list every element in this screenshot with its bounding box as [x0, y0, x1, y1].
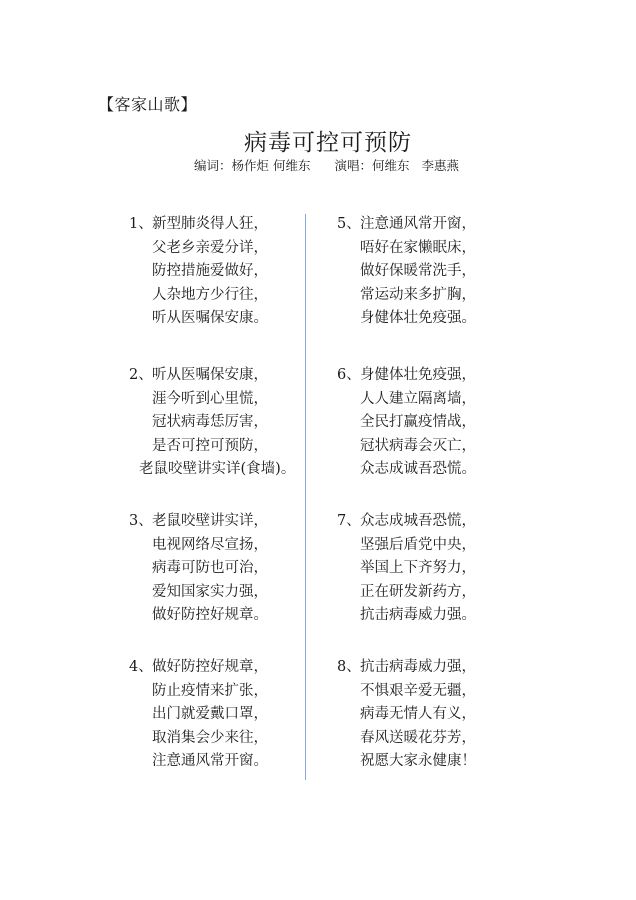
verse-line: 注意通风常开窗。: [152, 753, 268, 769]
verse-3: [129, 510, 268, 628]
lyricist-label: 编词：: [194, 158, 232, 173]
performer-2: 李惠燕: [421, 158, 460, 173]
verse-number: 1、: [129, 216, 153, 232]
verse-line: 人人建立隔离墙，: [360, 390, 476, 407]
verse-line: [337, 510, 476, 534]
category-label: 【客家山歌】: [98, 95, 198, 114]
verse-text: 众志成城吾恐慌，: [360, 513, 476, 529]
verse-line: 病毒无情人有义，: [360, 706, 476, 722]
verse-text: 做好防控好规章，: [152, 659, 268, 675]
verse-line: 防止疫情来扩张，: [152, 682, 268, 699]
performer-1: 何维东: [372, 158, 410, 173]
verse-line: [129, 656, 268, 680]
verse-line: 抗击病毒威力强。: [360, 607, 476, 623]
verse-number: 4、: [129, 659, 153, 675]
verse-line: [129, 510, 268, 534]
verse-line: 正在研发新药方，: [360, 583, 476, 600]
verse-line: [337, 364, 476, 388]
verse-number: 6、: [337, 367, 361, 383]
verse-number: 7、: [337, 513, 361, 529]
verse-line: 全民打赢疫情战，: [360, 414, 476, 430]
verse-line: 众志成诚吾恐慌。: [360, 461, 476, 477]
verse-text: 听从医嘱保安康，: [152, 367, 268, 383]
verse-line: 涯今听到心里慌，: [152, 390, 268, 407]
verse-line: [337, 656, 476, 680]
verse-text: 注意通风常开窗，: [360, 216, 476, 232]
verse-line: 做好保暖常洗手，: [360, 263, 476, 279]
lyricist-names: 杨作炬 何维东: [231, 158, 311, 173]
verse-number: 8、: [337, 659, 361, 675]
credits-line: [194, 156, 459, 174]
verse-line: 取消集会少来往，: [152, 729, 268, 746]
verse-line: 冠状病毒会灭亡，: [360, 437, 476, 454]
verse-line: 做好防控好规章。: [152, 607, 268, 623]
verse-line: 病毒可防也可治，: [152, 560, 268, 576]
verse-line: 身健体壮免疫强。: [360, 310, 476, 326]
verse-1: [129, 213, 268, 331]
verse-line: 人杂地方少行往，: [152, 286, 268, 303]
verse-line: 春风送暖花芬芳，: [360, 729, 476, 746]
column-divider: [305, 214, 306, 780]
verse-line: 不惧艰辛爱无疆，: [360, 682, 476, 699]
verse-line: 电视网络尽宣扬，: [152, 536, 268, 553]
verse-text: 身健体壮免疫强，: [360, 367, 476, 383]
verse-line: 爱知国家实力强，: [152, 583, 268, 600]
verse-line: 坚强后盾党中央，: [360, 536, 476, 553]
verse-line: 冠状病毒恁厉害，: [152, 414, 268, 430]
verse-text: 新型肺炎得人狂，: [152, 216, 268, 232]
verse-line: 祝愿大家永健康！: [360, 753, 476, 769]
verse-8: [337, 656, 476, 774]
verse-line: 听从医嘱保安康。: [152, 310, 268, 326]
verse-line: 常运动来多扩胸，: [360, 286, 476, 303]
verse-number: 5、: [337, 216, 361, 232]
verse-2: [129, 364, 295, 482]
verse-text: 老鼠咬壁讲实详，: [152, 513, 268, 529]
verse-number: 3、: [129, 513, 153, 529]
performer-label: 演唱：: [334, 158, 373, 173]
verse-line: 是否可控可预防，: [152, 437, 268, 454]
verse-6: [337, 364, 476, 482]
verse-line: [129, 213, 268, 237]
verse-line: [129, 364, 295, 388]
verse-7: [337, 510, 476, 628]
verse-number: 2、: [129, 367, 153, 383]
verse-line: 出门就爱戴口罩，: [152, 706, 268, 722]
verse-5: [337, 213, 476, 331]
verse-text: 抗击病毒威力强，: [360, 659, 476, 675]
verse-line: 防控措施爱做好，: [152, 263, 268, 279]
verse-line: 举国上下齐努力，: [360, 560, 476, 576]
verse-line: 老鼠咬壁讲实详(食墙)。: [139, 461, 296, 477]
verse-line: [337, 213, 476, 237]
verse-line: 父老乡亲爱分详，: [152, 239, 268, 256]
song-title: 病毒可控可预防: [244, 130, 412, 156]
verse-4: [129, 656, 268, 774]
verse-line: 唔好在家懒眠床，: [360, 239, 476, 256]
